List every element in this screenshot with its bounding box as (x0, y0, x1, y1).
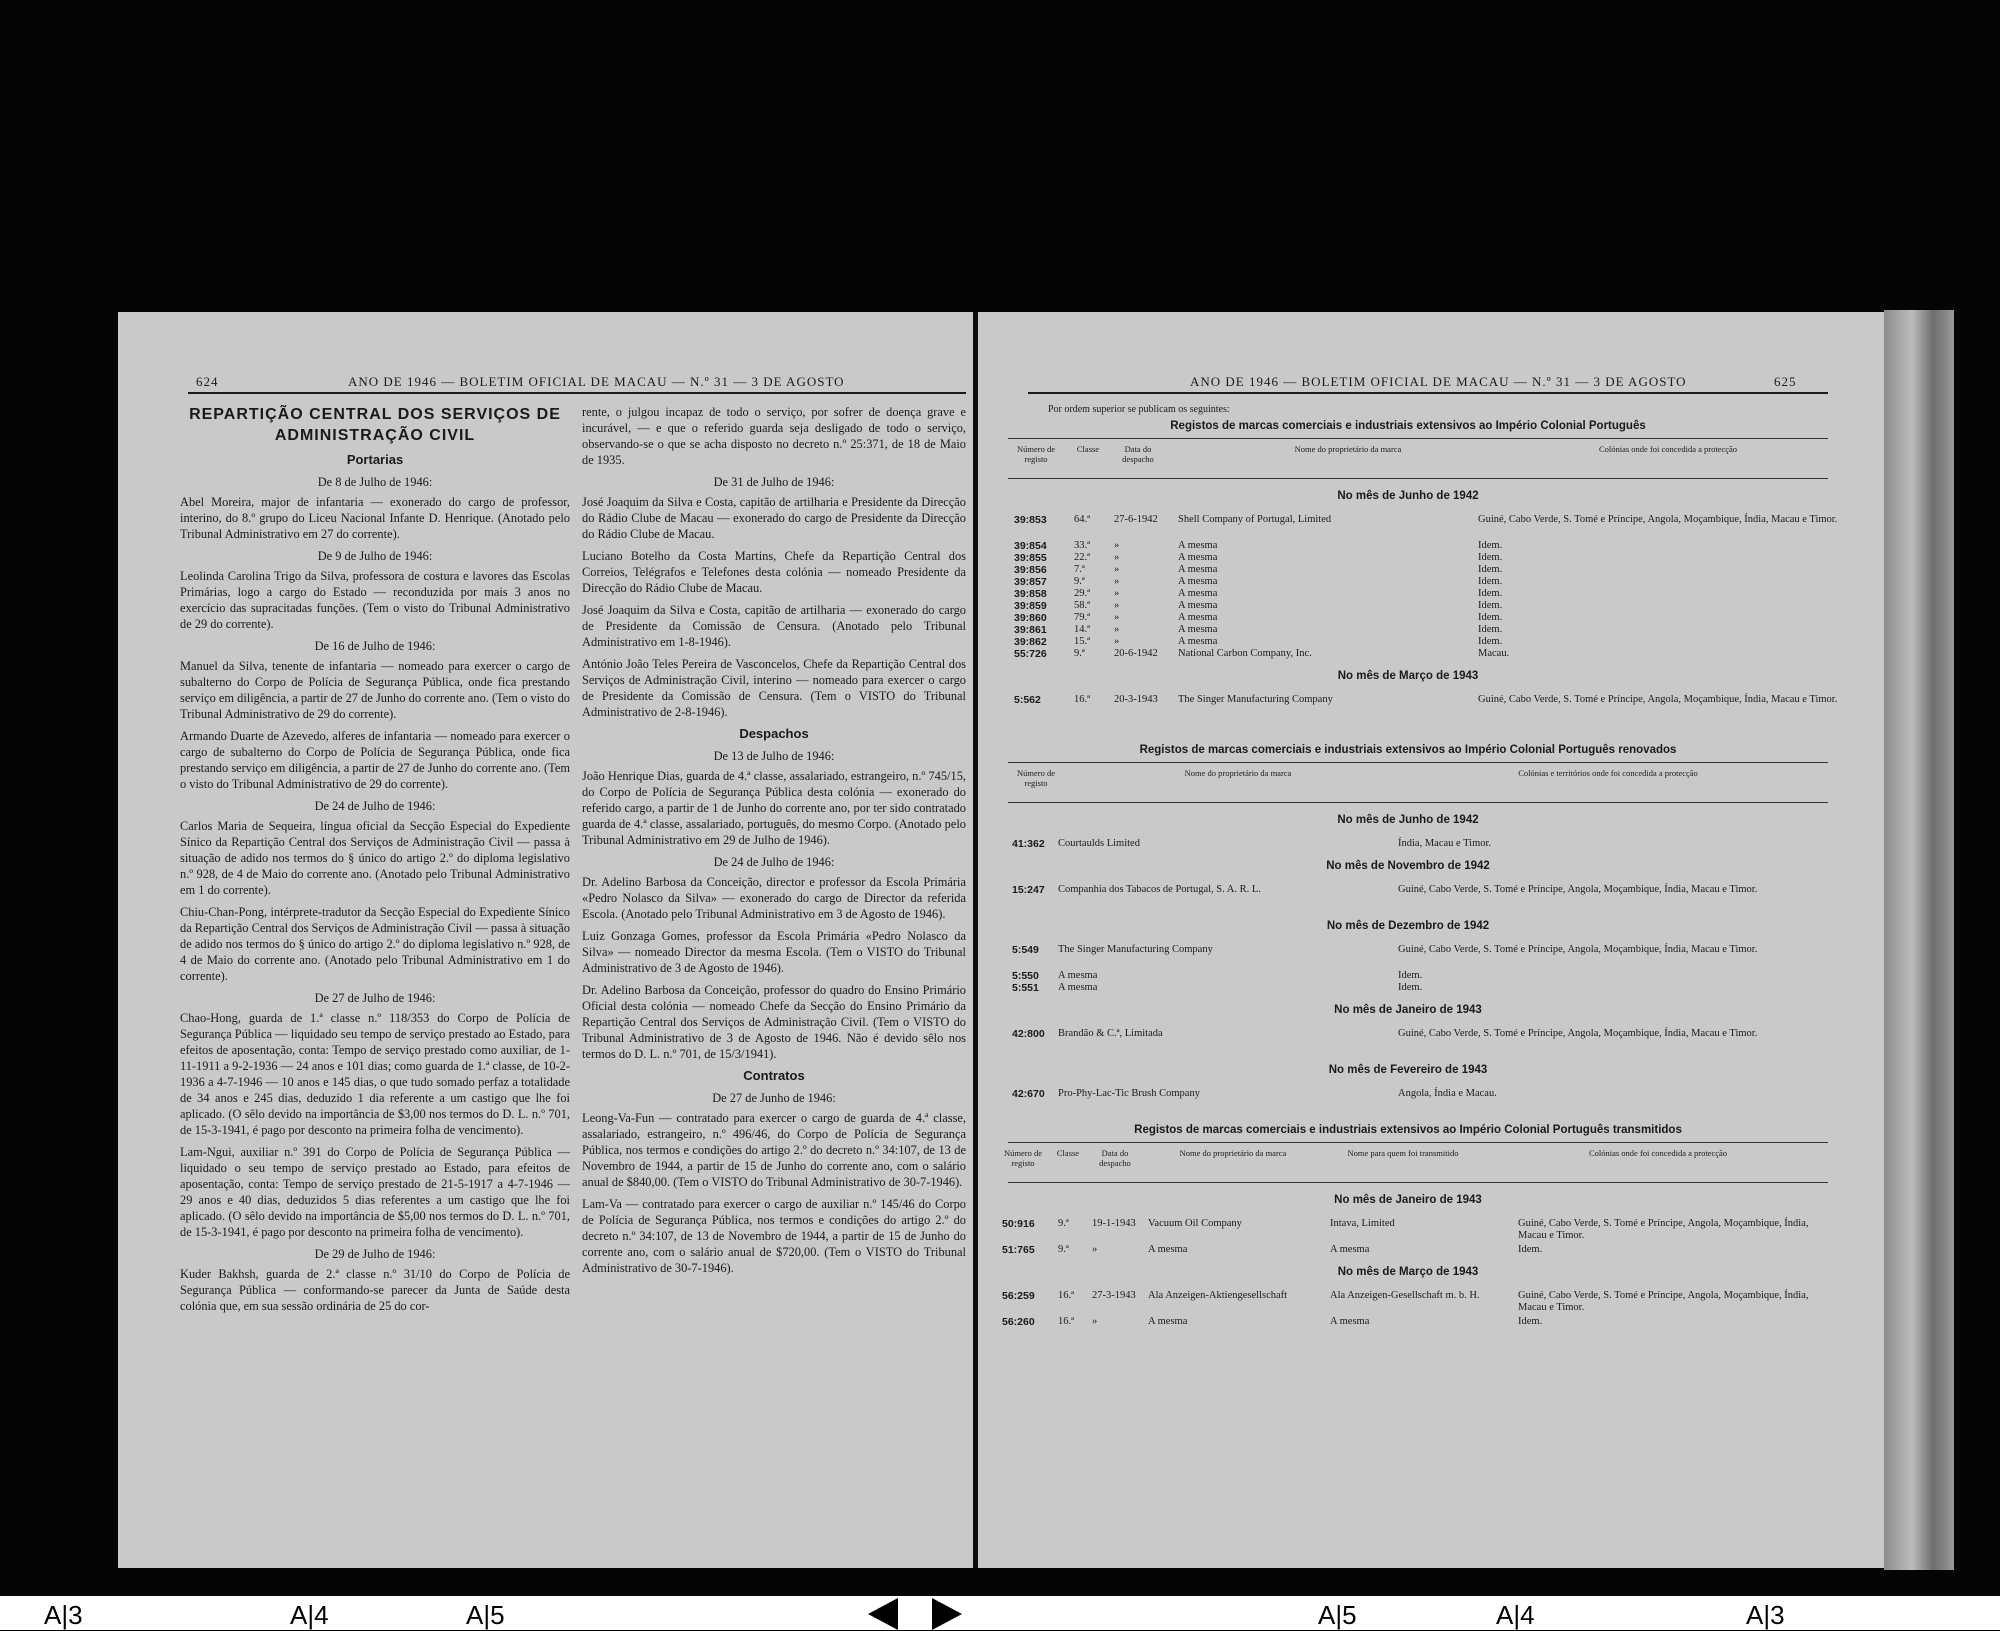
page-header-left: ANO DE 1946 — BOLETIM OFICIAL DE MACAU — N.º 31 — 3 DE AGOSTO (348, 374, 845, 389)
table-cell: The Singer Manufacturing Company (1058, 944, 1213, 955)
footer-mark: A|3 (1746, 1600, 1785, 1630)
right-page (978, 312, 1884, 1568)
table-cell: Índia, Macau e Timor. (1398, 838, 1492, 849)
table-cell: Intava, Limited (1330, 1218, 1395, 1229)
table-cell: Idem. (1478, 588, 1503, 599)
month-heading: No mês de Novembro de 1942 (1326, 860, 1490, 872)
month-heading: No mês de Janeiro de 1943 (1334, 1194, 1482, 1206)
column-despachos (582, 404, 966, 1282)
table-cell: » (1114, 624, 1120, 635)
table-rule (1008, 802, 1828, 803)
date-line: De 16 de Julho de 1946: (314, 639, 436, 653)
table-cell: Idem. (1478, 600, 1503, 611)
column-portarias (180, 404, 570, 1320)
table-cell: A mesma (1178, 540, 1218, 551)
arrow-right-icon (932, 1598, 962, 1630)
table-cell: 15:247 (1012, 884, 1045, 896)
table-cell: A mesma (1178, 624, 1218, 635)
table-cell: 9.ª (1074, 648, 1085, 659)
header-rule (188, 392, 966, 394)
page-header-right: ANO DE 1946 — BOLETIM OFICIAL DE MACAU — N.º 31 — 3 DE AGOSTO (1190, 374, 1687, 389)
table-cell: 55:726 (1014, 648, 1047, 660)
column-header: Colónias e territórios onde foi concedida a protecção (1518, 768, 1698, 778)
table-cell: 33.ª (1074, 540, 1091, 551)
table-cell: 5:549 (1012, 944, 1039, 956)
table-cell: A mesma (1178, 636, 1218, 647)
date-line: De 13 de Julho de 1946: (713, 749, 835, 763)
intro-text: Por ordem superior se publicam os seguintes: (1048, 404, 1230, 415)
table-cell: Idem. (1478, 636, 1503, 647)
left-page (118, 312, 996, 1568)
table-title: Registos de marcas comerciais e industriais extensivos ao Império Colonial Português (1170, 420, 1646, 432)
table-cell: 50:916 (1002, 1218, 1035, 1230)
table-cell: 39:856 (1014, 564, 1047, 576)
footer-mark: A|4 (290, 1600, 329, 1630)
table-cell: Vacuum Oil Company (1148, 1218, 1242, 1229)
table-cell: A mesma (1148, 1316, 1188, 1327)
table-cell: A mesma (1178, 552, 1218, 563)
paragraph: Carlos Maria de Sequeira, língua oficial da Secção Especial do Expediente Sínico da Repartição Central dos Serviços de Administração Civil — passa à situação de adido nos termos do § único do artigo 2.º do diploma legislativo n.º 928, de 4 de Maio do corrente ano. (Anotado pelo Tribunal Administrativo em 1 do corrente). (180, 819, 570, 897)
paragraph: Luiz Gonzaga Gomes, professor da Escola Primária «Pedro Nolasco da Silva» — nomeado Director da mesma Escola. (Tem o VISTO do Tribunal Administrativo de 3 de Agosto de 1946). (582, 929, 966, 975)
table-title: Registos de marcas comerciais e industriais extensivos ao Império Colonial Português renovados (1139, 744, 1677, 756)
paragraph: José Joaquim da Silva e Costa, capitão de artilharia e Presidente da Direcção do Rádio Clube de Macau — exonerado do cargo de Presidente da Direcção do Rádio Clube de Macau. (582, 495, 966, 541)
table-cell: 39:859 (1014, 600, 1047, 612)
table-cell: 5:562 (1014, 694, 1041, 706)
table-cell: 39:854 (1014, 540, 1047, 552)
table-cell: Courtaulds Limited (1058, 838, 1140, 849)
table-cell: » (1114, 600, 1120, 611)
table-cell: A mesma (1178, 600, 1218, 611)
paragraph: Chiu-Chan-Pong, intérprete-tradutor da Secção Especial do Expediente Sínico da Repartição Central dos Serviços de Administração Civil — passa à situação de adido nos termos do § único do artigo 2.º do diploma legislativo n.º 928, de 4 de Maio do corrente ano. (Anotado pelo Tribunal Administrativo em 1 do corrente). (180, 905, 570, 983)
table-cell: Idem. (1518, 1316, 1543, 1327)
table-cell: 27-3-1943 (1092, 1290, 1136, 1301)
footer-mark: A|4 (1496, 1600, 1535, 1630)
column-header: Colónias onde foi concedida a protecção (1598, 444, 1738, 454)
table-cell: Brandão & C.ª, Limitada (1058, 1028, 1163, 1039)
table-cell: 58.ª (1074, 600, 1091, 611)
table-cell: 39:862 (1014, 636, 1047, 648)
table-cell: 56:260 (1002, 1316, 1035, 1328)
table-rule (1008, 1142, 1828, 1143)
paragraph: Dr. Adelino Barbosa da Conceição, director e professor da Escola Primária «Pedro Nolasco da Silva» — exonerado do cargo de Director da referida Escola. (Anotado pelo Tribunal Administrativo em 3 de Agosto de 1946). (582, 875, 966, 921)
page-number-left: 624 (196, 374, 219, 389)
paragraph: António João Teles Pereira de Vasconcelos, Chefe da Repartição Central dos Serviços de Administração Civil, interino — nomeado para exercer o cargo de Presidente da Comissão de Censura. (Tem o VISTO do Tribunal Administrativo de 2-8-1946). (582, 657, 966, 719)
date-line: De 27 de Junho de 1946: (712, 1091, 836, 1105)
table-cell: 16.ª (1058, 1316, 1075, 1327)
table-cell: 29.ª (1074, 588, 1091, 599)
table-cell: » (1114, 636, 1120, 647)
table-cell: 19-1-1943 (1092, 1218, 1136, 1229)
table-cell: Guiné, Cabo Verde, S. Tomé e Príncipe, Angola, Moçambique, Índia, Macau e Timor. (1478, 694, 1838, 705)
paragraph: Luciano Botelho da Costa Martins, Chefe da Repartição Central dos Correios, Telégrafos e Telefones desta colónia — nomeado Presidente da Direcção do Rádio Clube de Macau. (582, 549, 966, 595)
table-cell: A mesma (1058, 982, 1098, 993)
table-cell: 39:860 (1014, 612, 1047, 624)
table-cell: 20-6-1942 (1114, 648, 1158, 659)
arrow-left-icon (868, 1598, 898, 1630)
table-rule (1008, 1182, 1828, 1183)
table-cell: A mesma (1330, 1316, 1370, 1327)
table-cell: 20-3-1943 (1114, 694, 1158, 705)
date-line: De 24 de Julho de 1946: (713, 855, 835, 869)
column-header: Número de registo (1016, 444, 1055, 464)
table-cell: » (1092, 1244, 1098, 1255)
table-cell: 14.ª (1074, 624, 1091, 635)
table-cell: National Carbon Company, Inc. (1178, 648, 1312, 659)
date-line: De 9 de Julho de 1946: (317, 549, 433, 563)
footer-mark: A|5 (466, 1600, 505, 1630)
paragraph: Kuder Bakhsh, guarda de 2.ª classe n.º 31/10 do Corpo de Polícia de Segurança Pública — conformando-se parecer da Junta de Saúde desta colónia que, em sua sessão ordinária de 25 do cor- (180, 1267, 570, 1313)
table-cell: Guiné, Cabo Verde, S. Tomé e Príncipe, Angola, Moçambique, Índia, Macau e Timor. (1518, 1290, 1809, 1313)
paragraph: João Henrique Dias, guarda de 4.ª classe, assalariado, estrangeiro, n.º 745/15, do Corpo de Polícia de Segurança Pública desta colónia — exonerado do referido cargo, a partir de 1 de Junho do corrente ano, por ter sido contratado guarda de 4.ª classe, assalariado, português, do mesmo Corpo. (Anotado pelo Tribunal Administrativo em 29 de Julho de 1946). (582, 769, 966, 847)
table-cell: 39:861 (1014, 624, 1047, 636)
table-cell: 27-6-1942 (1114, 514, 1158, 525)
table-cell: Pro-Phy-Lac-Tic Brush Company (1058, 1088, 1200, 1099)
date-line: De 29 de Julho de 1946: (314, 1247, 436, 1261)
table-cell: » (1114, 588, 1120, 599)
month-heading: No mês de Fevereiro de 1943 (1328, 1064, 1488, 1076)
month-heading: No mês de Junho de 1942 (1337, 814, 1479, 826)
table-title: Registos de marcas comerciais e industriais extensivos ao Império Colonial Português transmitidos (1134, 1124, 1682, 1136)
table-cell: 15.ª (1074, 636, 1091, 647)
table-cell: Guiné, Cabo Verde, S. Tomé e Príncipe, Angola, Moçambique, Índia, Macau e Timor. (1398, 884, 1758, 895)
table-cell: Idem. (1398, 970, 1423, 981)
table-cell: Guiné, Cabo Verde, S. Tomé e Príncipe, Angola, Moçambique, Índia, Macau e Timor. (1518, 1218, 1809, 1241)
table-cell: A mesma (1330, 1244, 1370, 1255)
table-cell: 39:857 (1014, 576, 1047, 588)
table-cell: » (1114, 540, 1120, 551)
section-heading: Portarias (346, 452, 404, 467)
month-heading: No mês de Dezembro de 1942 (1326, 920, 1490, 932)
table-cell: A mesma (1148, 1244, 1188, 1255)
table-rule (1008, 762, 1828, 763)
table-cell: 51:765 (1002, 1244, 1035, 1256)
table-cell: 64.ª (1074, 514, 1091, 525)
column-header: Classe (1056, 1148, 1080, 1158)
column-header: Nome do proprietário da marca (1184, 768, 1292, 778)
footer-mark: A|3 (44, 1600, 83, 1630)
table-cell: Companhia dos Tabacos de Portugal, S. A. R. L. (1058, 884, 1261, 895)
table-cell: 16.ª (1074, 694, 1091, 705)
table-cell: Idem. (1478, 552, 1503, 563)
month-heading: No mês de Março de 1943 (1337, 670, 1479, 682)
paragraph: Abel Moreira, major de infantaria — exonerado do cargo de professor, interino, do 8.º grupo do Liceu Nacional Infante D. Henrique. (Anotado pelo Tribunal Administrativo em 27 do corrente). (180, 495, 570, 541)
paragraph: José Joaquim da Silva e Costa, capitão de artilharia — exonerado do cargo de Presidente da Comissão de Censura. (Anotado pelo Tribunal Administrativo em 1-8-1946). (582, 603, 966, 649)
table-cell: 39:855 (1014, 552, 1047, 564)
paragraph: Manuel da Silva, tenente de infantaria — nomeado para exercer o cargo de subalterno do Corpo de Polícia de Segurança Pública, onde fica prestando serviço em diligência, a partir de 27 de Junho do corrente ano. (Tem o visto do Tribunal Administrativo de 29 do corrente). (180, 659, 570, 721)
page-edges (1884, 310, 1954, 1570)
table-cell: » (1114, 552, 1120, 563)
column-header: Data do despacho (1122, 444, 1154, 464)
table-cell: Angola, Índia e Macau. (1398, 1088, 1497, 1099)
paragraph: Chao-Hong, guarda de 1.ª classe n.º 118/353 do Corpo de Polícia de Segurança Pública — liquidado seu tempo de serviço prestado ao Estado, para efeitos de aposentação, conta: Tempo de serviço prestado como auxiliar, de 1-11-1911 a 9-2-1936 — 24 anos e 101 dias; como guarda de 1.ª classe, de 10-2-1936 a 4-7-1946 — 10 anos e 145 dias, o que tudo somado perfaz a totalidade de 34 anos e 245 dias, deduzido 1 dia referente a um castigo que lhe foi aplicado. (O sêlo devido na importância de $3,00 nos termos do D. L. n.º 701, de 15-3-1941, é pago por desconto na primeira folha de vencimento). (180, 1011, 570, 1137)
column-header: Nome do proprietário da marca (1179, 1148, 1287, 1158)
table-cell: » (1114, 576, 1120, 587)
column-header: Número de registo (1016, 768, 1055, 788)
table-cell: Idem. (1398, 982, 1423, 993)
table-cell: Idem. (1478, 576, 1503, 587)
date-line: De 27 de Julho de 1946: (314, 991, 436, 1005)
table-cell: The Singer Manufacturing Company (1178, 694, 1333, 705)
table-cell: Idem. (1478, 624, 1503, 635)
date-line: De 31 de Julho de 1946: (713, 475, 835, 489)
table-cell: Shell Company of Portugal, Limited (1178, 514, 1332, 525)
table-cell: A mesma (1178, 588, 1218, 599)
date-line: De 24 de Julho de 1946: (314, 799, 436, 813)
table-cell: Ala Anzeigen-Gesellschaft m. b. H. (1330, 1290, 1480, 1301)
table-cell: Guiné, Cabo Verde, S. Tomé e Príncipe, Angola, Moçambique, Índia, Macau e Timor. (1398, 1028, 1758, 1039)
paragraph: Armando Duarte de Azevedo, alferes de infantaria — nomeado para exercer o cargo de subalterno do Corpo de Polícia de Segurança Pública, onde fica prestando serviço em diligência, a partir de 27 de Junho do corrente ano. (Tem o visto do Tribunal Administrativo de 29 do corrente). (180, 729, 570, 791)
table-cell: Idem. (1478, 564, 1503, 575)
table-cell: » (1114, 564, 1120, 575)
table-cell: A mesma (1178, 576, 1218, 587)
paragraph: Leolinda Carolina Trigo da Silva, professora de costura e lavores das Escolas Primárias, logo a cargo do Estado — reconduzida por mais 3 anos no exercício das supracitadas funções. (Tem o visto do Tribunal Administrativo de 29 do corrente). (180, 569, 570, 631)
department-title: REPARTIÇÃO CENTRAL DOS SERVIÇOS DE ADMINISTRAÇÃO CIVIL (189, 406, 561, 444)
date-line: De 8 de Julho de 1946: (317, 475, 433, 489)
table-cell: 22.ª (1074, 552, 1091, 563)
column-header: Nome para quem foi transmitido (1347, 1148, 1459, 1158)
section-heading: Contratos (743, 1068, 805, 1083)
paragraph: Lam-Ngui, auxiliar n.º 391 do Corpo de Polícia de Segurança Pública — liquidado o seu tempo de serviço prestado ao Estado, para efeitos de aposentação, conta: Tempo de serviço prestado de 21-5-1917 a 4-7-1946 — 29 anos e 40 dias, deduzidos 5 dias referentes a um castigo que lhe foi aplicado. (O sêlo devido na importância de $5,00 nos termos do D. L. n.º 701, de 15-3-1941, é pago por desconto na primeira folha de vencimento). (180, 1145, 570, 1239)
month-heading: No mês de Junho de 1942 (1337, 490, 1479, 502)
table-cell: 79.ª (1074, 612, 1091, 623)
column-header: Número de registo (1003, 1148, 1042, 1168)
table-cell: A mesma (1058, 970, 1098, 981)
table-cell: 39:853 (1014, 514, 1047, 526)
table-cell: Guiné, Cabo Verde, S. Tomé e Príncipe, Angola, Moçambique, Índia, Macau e Timor. (1398, 944, 1758, 955)
column-header: Nome do proprietário da marca (1294, 444, 1402, 454)
table-cell: 56:259 (1002, 1290, 1035, 1302)
footer-mark: A|5 (1318, 1600, 1357, 1630)
table-cell: 5:550 (1012, 970, 1039, 982)
table-cell: 9.ª (1074, 576, 1085, 587)
column-header: Colónias onde foi concedida a protecção (1588, 1148, 1728, 1158)
table-cell: 16.ª (1058, 1290, 1075, 1301)
section-heading: Despachos (739, 726, 809, 741)
paragraph: Lam-Va — contratado para exercer o cargo de auxiliar n.º 145/46 do Corpo de Polícia de Segurança Pública, nos termos e condições do artigo 2.º do decreto n.º 34:107, de 13 de Novembro de 1944, a partir de 15 de Junho do corrente ano, com o salário anual de $720,00. (Tem o VISTO do Tribunal Administrativo de 30-7-1946). (582, 1197, 966, 1275)
table-cell: 9.ª (1058, 1244, 1069, 1255)
table-cell: Ala Anzeigen-Aktiengesellschaft (1148, 1290, 1288, 1301)
table-cell: 42:670 (1012, 1088, 1045, 1100)
table-cell: Guiné, Cabo Verde, S. Tomé e Príncipe, Angola, Moçambique, Índia, Macau e Timor. (1478, 514, 1838, 525)
table-cell: 42:800 (1012, 1028, 1045, 1040)
table-cell: 41:362 (1012, 838, 1045, 850)
table-cell: A mesma (1178, 564, 1218, 575)
table-cell: » (1114, 612, 1120, 623)
column-header: Data do despacho (1099, 1148, 1131, 1168)
table-rule (1008, 478, 1828, 479)
table-cell: 7.ª (1074, 564, 1085, 575)
column-header: Classe (1076, 444, 1100, 454)
paragraph: Dr. Adelino Barbosa da Conceição, professor do quadro do Ensino Primário Oficial desta colónia — nomeado Chefe da Secção do Ensino Primário da Repartição Central dos Serviços de Administração Civil. (Tem o VISTO do Tribunal Administrativo de 3 de Agosto de 1946. Não é devido sêlo nos termos do D. L. n.º 701, de 15/3/1941). (582, 983, 966, 1061)
month-heading: No mês de Janeiro de 1943 (1334, 1004, 1482, 1016)
table-cell: 5:551 (1012, 982, 1039, 994)
paragraph: rente, o julgou incapaz de todo o serviço, por sofrer de doença grave e incurável, — e que o referido guarda seja desligado de todo o serviço, observando-se o que se acha disposto no decreto n.º 25:371, de 18 de Maio de 1935. (582, 405, 966, 467)
table-cell: Idem. (1518, 1244, 1543, 1255)
table-rule (1008, 438, 1828, 439)
page-number-right: 625 (1774, 374, 1797, 389)
table-cell: » (1092, 1316, 1098, 1327)
table-cell: Macau. (1478, 648, 1510, 659)
paragraph: Leong-Va-Fun — contratado para exercer o cargo de guarda de 4.ª classe, assalariado, estrangeiro, n.º 496/46, do Corpo de Polícia de Segurança Pública, nos termos e condições do artigo 2.º do decreto n.º 34:107, de 13 de Novembro de 1944, a partir de 15 de Junho do corrente ano, com o salário anual de $840,00. (Tem o VISTO do Tribunal Administrativo de 30-7-1946). (582, 1111, 966, 1189)
table-cell: A mesma (1178, 612, 1218, 623)
table-cell: 9.ª (1058, 1218, 1069, 1229)
table-cell: Idem. (1478, 612, 1503, 623)
header-rule (1028, 392, 1828, 394)
month-heading: No mês de Março de 1943 (1337, 1266, 1479, 1278)
table-cell: Idem. (1478, 540, 1503, 551)
table-cell: 39:858 (1014, 588, 1047, 600)
